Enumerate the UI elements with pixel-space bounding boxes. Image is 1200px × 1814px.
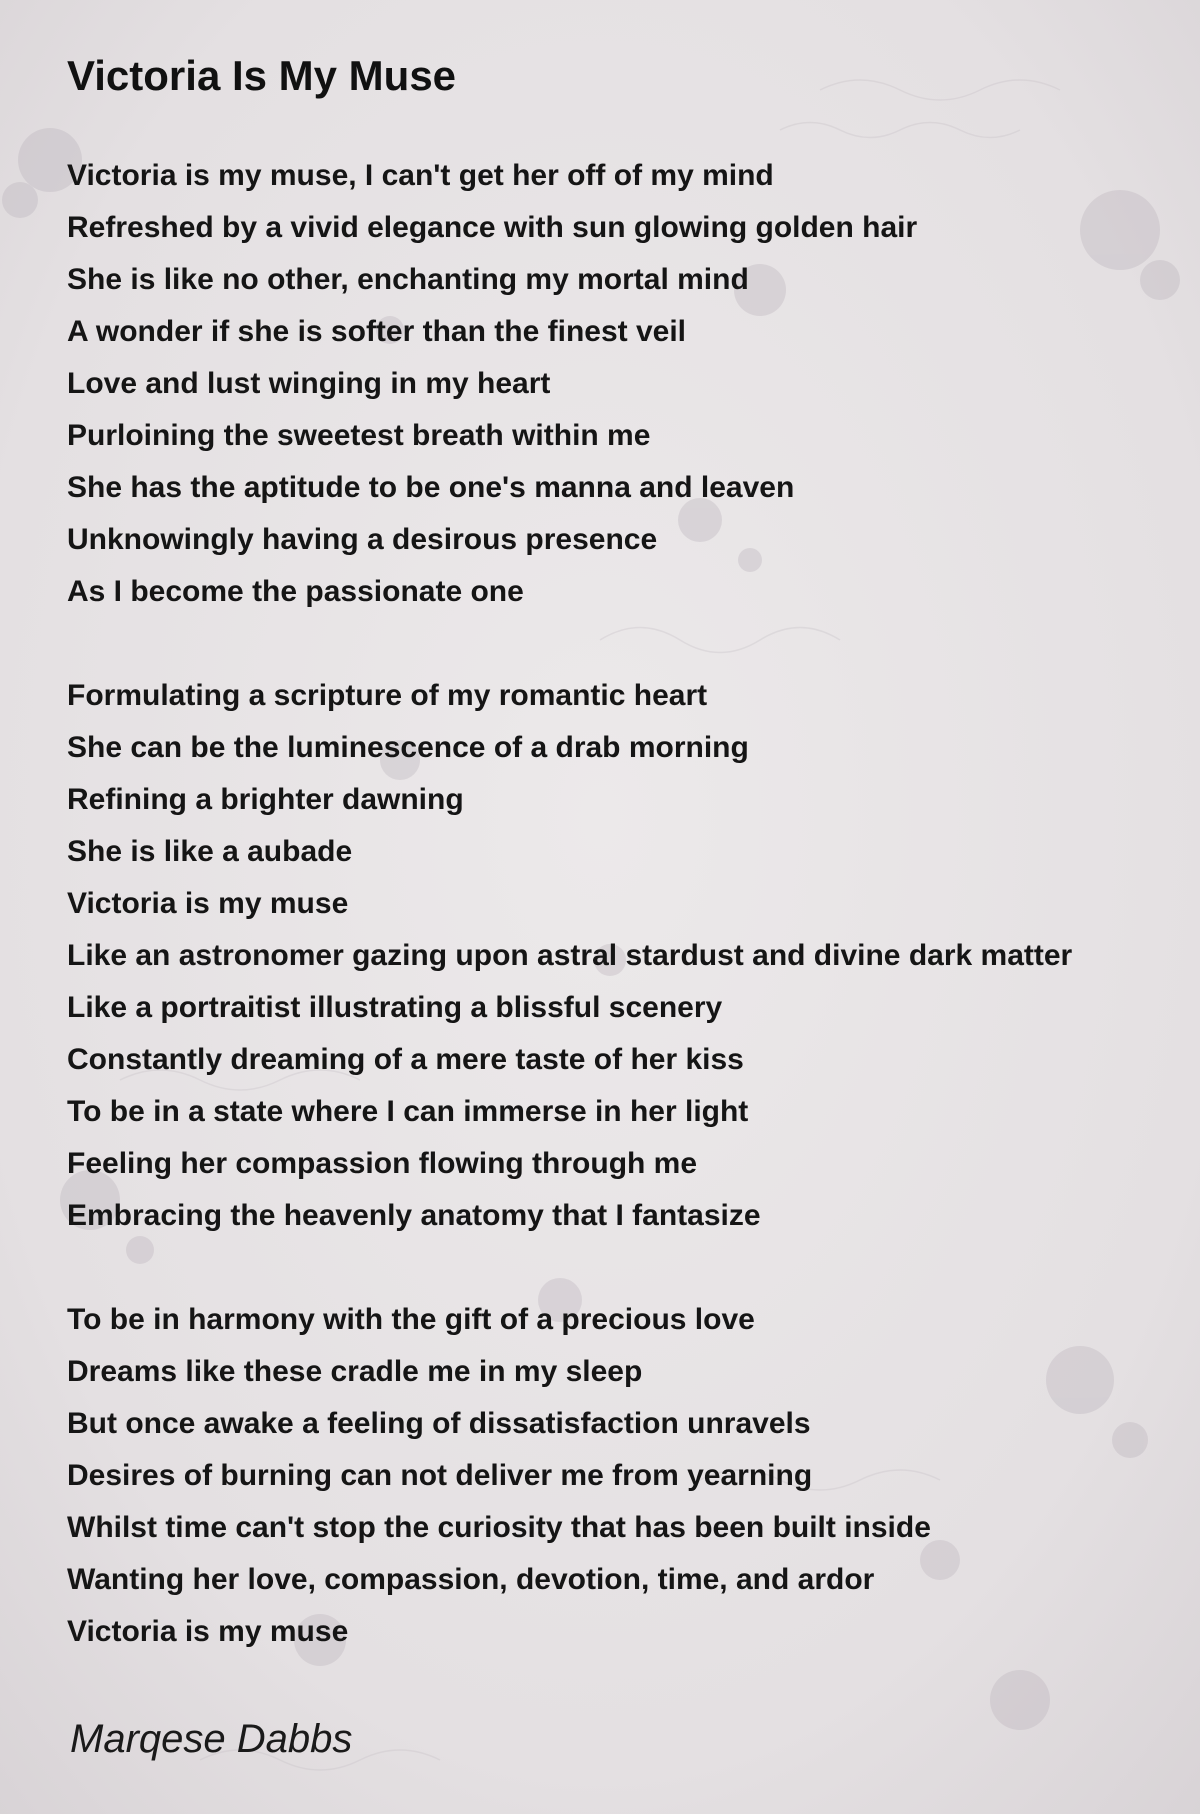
poem-line: To be in a state where I can immerse in her light bbox=[67, 1095, 749, 1128]
poem-line: She can be the luminescence of a drab morning bbox=[67, 731, 749, 764]
poem-line: Whilst time can't stop the curiosity that has been built inside bbox=[67, 1511, 931, 1544]
poem-line: Refreshed by a vivid elegance with sun glowing golden hair bbox=[67, 211, 918, 244]
poem-line: Desires of burning can not deliver me from yearning bbox=[67, 1459, 813, 1492]
poem-line: She is like a aubade bbox=[67, 835, 353, 868]
poem-line: Dreams like these cradle me in my sleep bbox=[67, 1355, 643, 1388]
poem-line: She has the aptitude to be one's manna and leaven bbox=[67, 471, 795, 504]
poem-line: Victoria is my muse bbox=[67, 1615, 349, 1648]
poem-line: Refining a brighter dawning bbox=[67, 783, 464, 816]
poem-line: A wonder if she is softer than the finest veil bbox=[67, 315, 686, 348]
stanza-2 bbox=[67, 670, 1177, 1242]
poem-line: Wanting her love, compassion, devotion, time, and ardor bbox=[67, 1563, 875, 1596]
stanza-3 bbox=[67, 1294, 1177, 1658]
poem-body bbox=[67, 150, 1177, 1658]
poem-line: Formulating a scripture of my romantic heart bbox=[67, 679, 708, 712]
poem-line: She is like no other, enchanting my mortal mind bbox=[67, 263, 749, 296]
poem-line: Victoria is my muse, I can't get her off of my mind bbox=[67, 159, 774, 192]
poem-author: Marqese Dabbs bbox=[70, 1717, 353, 1761]
stanza-1 bbox=[67, 150, 1177, 618]
poem-line: To be in harmony with the gift of a precious love bbox=[67, 1303, 755, 1336]
poem-line: Embracing the heavenly anatomy that I fantasize bbox=[67, 1199, 761, 1232]
stanza-break bbox=[67, 618, 1177, 670]
poem-line: Love and lust winging in my heart bbox=[67, 367, 551, 400]
poem-line: As I become the passionate one bbox=[67, 575, 524, 608]
poem-line: Feeling her compassion flowing through me bbox=[67, 1147, 698, 1180]
poem-title: Victoria Is My Muse bbox=[67, 52, 457, 99]
poem-line: Like an astronomer gazing upon astral stardust and divine dark matter bbox=[67, 939, 1073, 972]
poem-line: Unknowingly having a desirous presence bbox=[67, 523, 658, 556]
poem-line: Constantly dreaming of a mere taste of her kiss bbox=[67, 1043, 744, 1076]
poem-line: Victoria is my muse bbox=[67, 887, 349, 920]
poem-line: Like a portraitist illustrating a blissful scenery bbox=[67, 991, 723, 1024]
poem-line: Purloining the sweetest breath within me bbox=[67, 419, 651, 452]
stanza-break bbox=[67, 1242, 1177, 1294]
poem-line: But once awake a feeling of dissatisfaction unravels bbox=[67, 1407, 811, 1440]
